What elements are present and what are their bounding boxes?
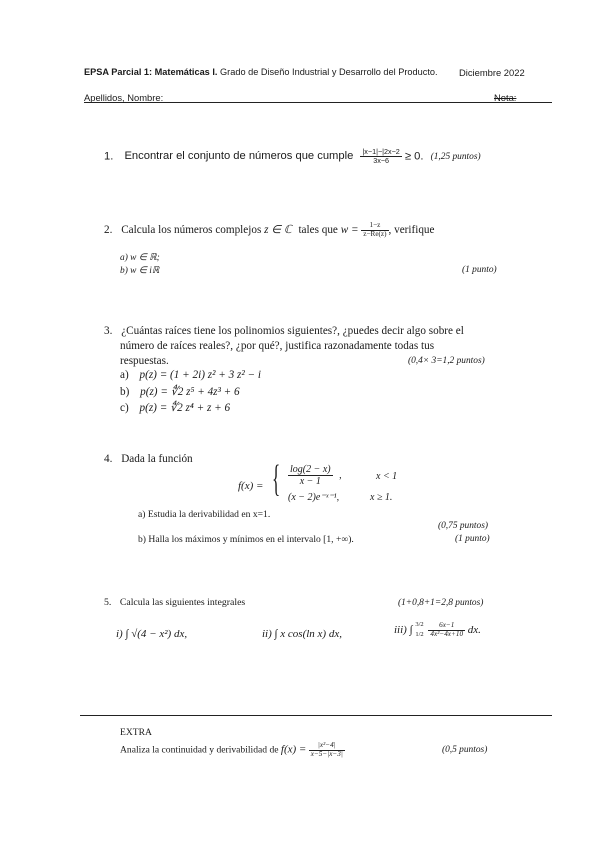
q3-points: (0,4× 3=1,2 puntos) [408, 356, 485, 366]
extra-frac-den: x−5−|x−3| [310, 749, 343, 758]
name-underline [84, 102, 552, 103]
question-3 [104, 325, 464, 337]
q2-text-b: tales que [298, 224, 338, 236]
question-5 [104, 597, 245, 608]
q3-item-a-expr: p(z) = (1 + 2i) z² + 3 z² − i [139, 369, 261, 381]
q1-points: (1,25 puntos) [430, 152, 481, 163]
q4-case-1-num: log(2 − x) [290, 464, 331, 475]
q4-text: Dada la función [121, 453, 193, 465]
q2-frac-den: z−Re(z) [363, 229, 387, 238]
q4-points-b: (1 punto) [455, 534, 490, 544]
q4-points-a: (0,75 puntos) [438, 521, 488, 531]
extra-frac-num: |x²−4| [309, 742, 345, 751]
q5-integral-ii: ii) ∫ x cos(ln x) dx, [262, 628, 342, 640]
q5-int-iii-den: 4x²−4x+10 [430, 629, 464, 638]
exam-header [84, 67, 438, 77]
q5-text: Calcula las siguientes integrales [119, 597, 246, 608]
q5-int-iii-limits [415, 620, 423, 641]
question-2 [104, 222, 435, 239]
q2-number: 2. [104, 224, 113, 236]
q5-number: 5. [104, 597, 112, 608]
q3-line-2: número de raíces reales?, ¿por qué?, justifica razonadamente todas tus [120, 340, 435, 352]
q4-number: 4. [104, 453, 113, 465]
q5-int-iii-num: 6x−1 [428, 622, 465, 631]
q1-number: 1. [104, 150, 114, 163]
exam-title: EPSA Parcial 1: Matemáticas I. [84, 67, 218, 77]
exam-date: Diciembre 2022 [459, 67, 525, 78]
q5-int-iii-pre: iii) ∫ [394, 623, 413, 636]
q2-item-b: b) w ∈ iℝ [120, 266, 160, 276]
q5-int-iii-post: dx. [467, 623, 481, 636]
q4-fx: f(x) = [238, 480, 264, 492]
q5-int-iii-frac [428, 622, 465, 639]
q5-integral-i: i) ∫ √(4 − x²) dx, [116, 628, 188, 640]
q3-item-c [120, 401, 230, 414]
q5-points: (1+0,8+1=2,8 puntos) [398, 598, 484, 608]
q2-fraction [361, 222, 388, 239]
extra-fx: f(x) = [280, 743, 307, 756]
q4-item-a: a) Estudia la derivabilidad en x=1. [138, 509, 271, 520]
q3-item-a [120, 369, 261, 381]
q3-line-1: ¿Cuántas raíces tiene los polinomios siguientes?, ¿puedes decir algo sobre el [121, 325, 464, 337]
q1-fraction [360, 148, 401, 165]
q2-item-a: a) w ∈ ℝ; [120, 253, 160, 263]
question-4 [104, 453, 193, 465]
q3-item-a-label: a) [120, 369, 129, 381]
nota-label: Nota: [494, 92, 517, 103]
question-1 [104, 148, 481, 165]
q1-frac-num: |x−1|−|2x−2 [362, 147, 400, 156]
q2-text-a: Calcula los números complejos [121, 224, 262, 236]
extra-text: Analiza la continuidad y derivabilidad de [120, 744, 279, 756]
extra-divider [80, 715, 552, 716]
q5-integral-iii [394, 620, 481, 641]
q4-case-1-den: x − 1 [299, 476, 321, 487]
q3-line-3: respuestas. [120, 355, 169, 367]
q5-int-iii-upper: 3/2 [415, 621, 424, 628]
q2-var-z: z ∈ ℂ [264, 224, 292, 236]
q3-item-c-expr: p(z) = ∜2 z⁴ + z + 6 [139, 402, 231, 414]
q1-relation: ≥ 0. [404, 150, 424, 163]
q3-number: 3. [104, 325, 113, 337]
q4-item-b: b) Halla los máximos y mínimos en el intervalo [1, +∞). [138, 534, 354, 545]
q2-points: (1 punto) [462, 265, 497, 275]
q2-frac-num: 1−z [361, 222, 388, 231]
q3-item-c-label: c) [120, 402, 129, 414]
q3-item-b [120, 385, 240, 398]
exam-subtitle: Grado de Diseño Industrial y Desarrollo del Producto. [220, 67, 438, 77]
q4-brace: { [272, 458, 281, 500]
q3-item-b-label: b) [120, 386, 130, 398]
name-field-label: Apellidos, Nombre: [84, 92, 164, 103]
q4-case-1-frac [288, 464, 333, 487]
extra-points: (0,5 puntos) [442, 745, 488, 755]
q2-text-c: , verifique [388, 224, 435, 236]
q1-text: Encontrar el conjunto de números que cumple [124, 150, 354, 163]
q5-int-iii-lower: 1/2 [415, 631, 424, 639]
extra-title: EXTRA [120, 727, 152, 738]
q1-frac-den: 3x−6 [373, 155, 389, 165]
extra-question [120, 742, 345, 759]
q4-case-2-expr: (x − 2)e⁻ˣ⁻¹, [288, 492, 340, 503]
extra-fraction [309, 742, 345, 759]
q4-case-2-cond: x ≥ 1. [370, 492, 393, 503]
q3-item-b-expr: p(z) = ∜2 z⁵ + 4z³ + 6 [140, 386, 240, 398]
q2-lhs: w = [340, 224, 359, 236]
q4-case-1-cond: x < 1 [376, 471, 398, 482]
q4-case-1: $\frac{\log(2 - x)}{x - 1}$ , [290, 464, 342, 487]
